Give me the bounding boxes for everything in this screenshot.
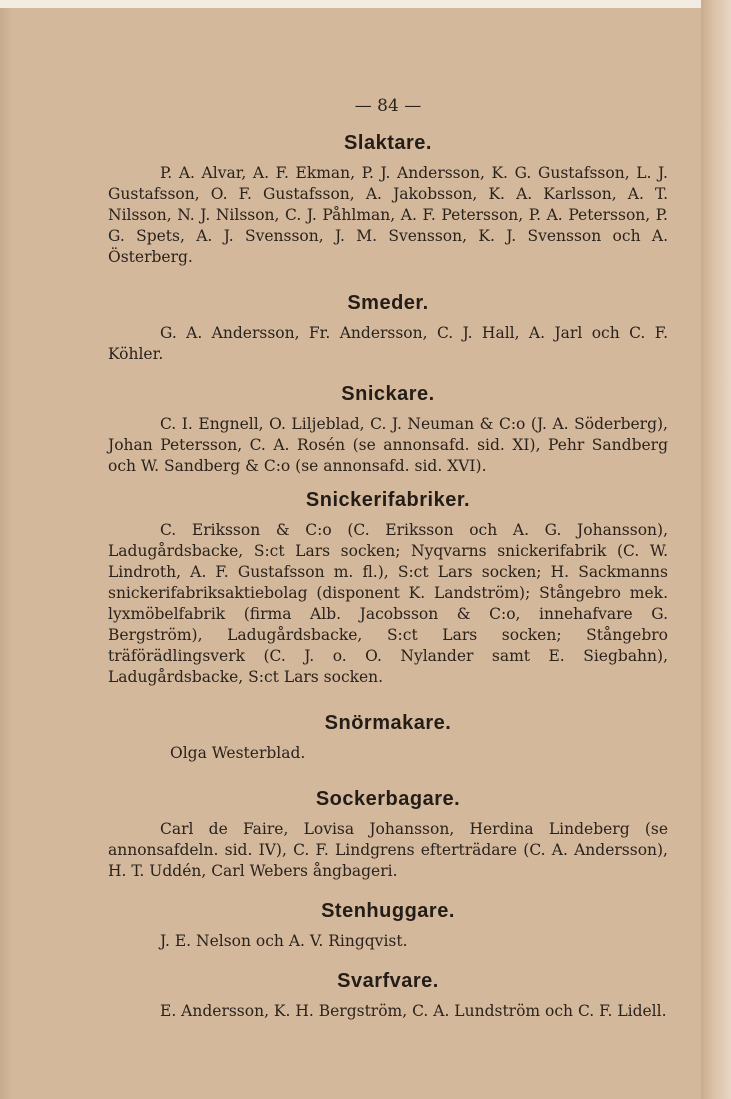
page-left-edge — [0, 0, 12, 1099]
section-text-svarfvare: E. Andersson, K. H. Bergström, C. A. Lundström och C. F. Lidell. — [160, 1002, 667, 1020]
section-heading-snickare: Snickare. — [341, 383, 435, 405]
section-text-snickerifabriker: C. Eriksson & C:o (C. Eriksson och A. G. Johansson), Ladugårdsbacke, S:ct Lars socken; Nyqvarns snickerifabrik (C. W. Lindroth, A. F. Gustafsson m. fl.), S:ct Lars socken; H. Sackmanns snickerifabriksaktiebolag (disponent K. Landström); Stångebro mek. lyxmöbelfabrik (firma Alb. Jacobsson & C:o, innehafvare G. Bergström), Ladugårdsbacke, S:ct Lars socken; Stångebro träförädlingsverk (C. J. o. O. Nylander samt E. Siegbahn), Ladugårdsbacke, S:ct Lars socken. — [108, 521, 668, 686]
section-heading-stenhuggare: Stenhuggare. — [321, 900, 455, 922]
page-content — [108, 92, 668, 1022]
section-heading-snickerifabriker: Snickerifabriker. — [305, 489, 471, 511]
section-heading-smeder: Smeder. — [347, 292, 429, 314]
section-text-snickare: C. I. Engnell, O. Liljeblad, C. J. Neuman & C:o (J. A. Söderberg), Johan Petersson, C. A. Rosén (se annonsafd. sid. XI), Pehr Sandberg och W. Sandberg & C:o (se annonsafd. sid. XVI). — [108, 415, 668, 475]
section-heading-svarfvare: Svarfvare. — [337, 970, 439, 992]
section-heading-snormakare: Snörmakare. — [324, 712, 452, 734]
section-text-sockerbagare: Carl de Faire, Lovisa Johansson, Herdina Lindeberg (se annonsafdeln. sid. IV), C. F. Lindgrens efterträdare (C. A. Andersson), H. T. Uddén, Carl Webers ångbageri. — [108, 820, 668, 880]
section-heading-sockerbagare: Sockerbagare. — [315, 788, 461, 810]
section-heading-slaktare: Slaktare. — [344, 132, 432, 154]
page-number: — 84 — — [354, 96, 422, 116]
page-right-edge — [701, 0, 731, 1099]
section-text-snormakare: Olga Westerblad. — [170, 744, 306, 762]
section-text-stenhuggare: J. E. Nelson och A. V. Ringqvist. — [160, 932, 408, 950]
section-text-smeder: G. A. Andersson, Fr. Andersson, C. J. Hall, A. Jarl och C. F. Köhler. — [108, 324, 668, 363]
section-text-slaktare: P. A. Alvar, A. F. Ekman, P. J. Andersson, K. G. Gustafsson, L. J. Gustafsson, O. F. Gustafsson, A. Jakobsson, K. A. Karlsson, A. T. Nilsson, N. J. Nilsson, C. J. Påhlman, A. F. Petersson, P. A. Petersson, P. G. Spets, A. J. Svensson, J. M. Svensson, K. J. Svensson och A. Österberg. — [108, 164, 668, 266]
page-top-edge — [0, 0, 731, 8]
